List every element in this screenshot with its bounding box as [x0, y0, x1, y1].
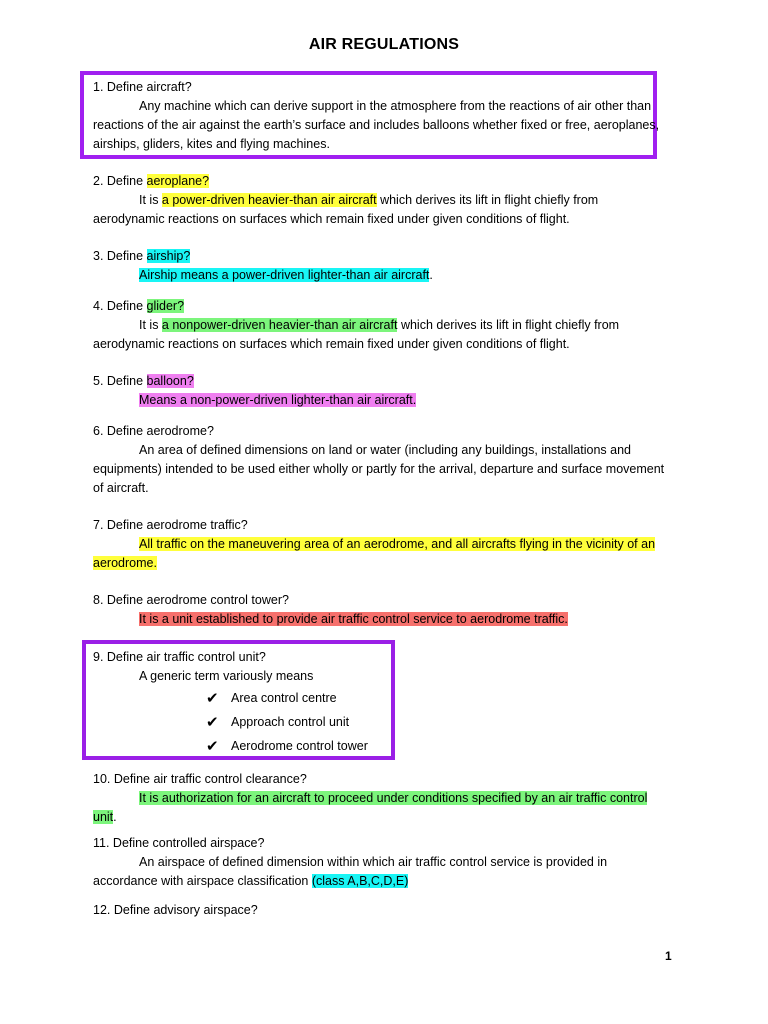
answer-control-tower [93, 610, 673, 629]
answer-glider [93, 316, 673, 354]
item-controlled-airspace [93, 834, 673, 891]
question-control-tower: 8. Define aerodrome control tower? [93, 593, 289, 607]
answer-highlight: All traffic on the maneuvering area of an aerodrome, and all aircrafts flying in the vicinity of an aerodrome. [93, 537, 656, 570]
answer-aircraft: Any machine which can derive support in the atmosphere from the reactions of air other than reactions of the air against the earth’s surface and includes balloons whether fixed or free, aeroplanes, airships, gliders, kites and flying machines. [93, 99, 660, 151]
question-highlight: aeroplane? [146, 174, 210, 188]
answer-balloon [93, 391, 673, 410]
list-item-label: Aerodrome control tower [231, 739, 368, 753]
answer-aeroplane [93, 191, 673, 229]
answer-highlight: It is authorization for an aircraft to proceed under conditions specified by an air traffic control unit [93, 791, 648, 824]
item-aerodrome [93, 422, 673, 498]
item-aircraft [93, 78, 673, 154]
answer-highlight: a nonpower-driven heavier-than air aircraft [161, 318, 398, 332]
list-item [93, 710, 673, 734]
item-atc-clearance [93, 770, 673, 827]
answer-atc-unit: A generic term variously means [139, 669, 314, 683]
check-icon: ✔ [206, 689, 219, 707]
item-balloon [93, 372, 673, 410]
question-prefix: 5. Define [93, 374, 147, 388]
item-atc-unit [93, 648, 673, 758]
checklist [93, 686, 673, 758]
question-balloon [93, 372, 673, 391]
check-icon: ✔ [206, 713, 219, 731]
answer-airship [93, 266, 673, 285]
question-aeroplane [93, 172, 673, 191]
list-item-label: Approach control unit [231, 715, 350, 729]
question-glider [93, 297, 673, 316]
answer-highlight: Airship means a power-driven lighter-than air aircraft [139, 268, 430, 282]
page-number: 1 [665, 949, 672, 963]
answer-post: which derives its lift in flight chiefly from aerodynamic reactions on surfaces which remain fixed under given conditions of flight. [93, 193, 599, 226]
item-airship [93, 247, 673, 285]
item-advisory-airspace [93, 901, 673, 920]
question-aerodrome-traffic: 7. Define aerodrome traffic? [93, 518, 248, 532]
list-item-label: Area control centre [231, 691, 337, 705]
answer-highlight: (class A,B,C,D,E) [311, 874, 409, 888]
item-control-tower [93, 591, 673, 629]
question-highlight: glider? [146, 299, 185, 313]
answer-pre: It is [139, 318, 162, 332]
item-aeroplane [93, 172, 673, 229]
answer-pre: It is [139, 193, 162, 207]
list-item [93, 686, 673, 710]
question-prefix: 4. Define [93, 299, 147, 313]
answer-post: . [113, 810, 117, 824]
question-prefix: 3. Define [93, 249, 147, 263]
answer-aerodrome: An area of defined dimensions on land or water (including any buildings, installations and equipments) intended to be used either wholly or partly for the arrival, departure and surface movement of aircraft. [93, 443, 665, 495]
answer-highlight: a power-driven heavier-than air aircraft [161, 193, 377, 207]
item-aerodrome-traffic [93, 516, 673, 573]
answer-post: which derives its lift in flight chiefly from aerodynamic reactions on surfaces which remain fixed under given conditions of flight. [93, 318, 620, 351]
question-airship [93, 247, 673, 266]
answer-pre: An airspace of defined dimension within which air traffic control service is provided in accordance with airspace classification [93, 855, 608, 888]
question-highlight: balloon? [146, 374, 194, 388]
answer-atc-clearance [93, 789, 673, 827]
question-atc-unit: 9. Define air traffic control unit? [93, 650, 266, 664]
question-aerodrome: 6. Define aerodrome? [93, 424, 214, 438]
question-atc-clearance: 10. Define air traffic control clearance? [93, 772, 307, 786]
check-icon: ✔ [206, 737, 219, 755]
item-glider [93, 297, 673, 354]
document-title: AIR REGULATIONS [308, 36, 460, 53]
list-item [93, 734, 673, 758]
question-controlled-airspace: 11. Define controlled airspace? [93, 836, 265, 850]
answer-controlled-airspace [93, 853, 673, 891]
question-highlight: airship? [146, 249, 191, 263]
answer-post: . [429, 268, 433, 282]
answer-highlight: It is a unit established to provide air traffic control service to aerodrome traffic. [139, 612, 568, 626]
answer-highlight: Means a non-power-driven lighter-than air aircraft. [139, 393, 417, 407]
question-advisory-airspace: 12. Define advisory airspace? [93, 903, 258, 917]
question-aircraft: 1. Define aircraft? [93, 80, 192, 94]
answer-aerodrome-traffic [93, 535, 673, 573]
question-prefix: 2. Define [93, 174, 147, 188]
